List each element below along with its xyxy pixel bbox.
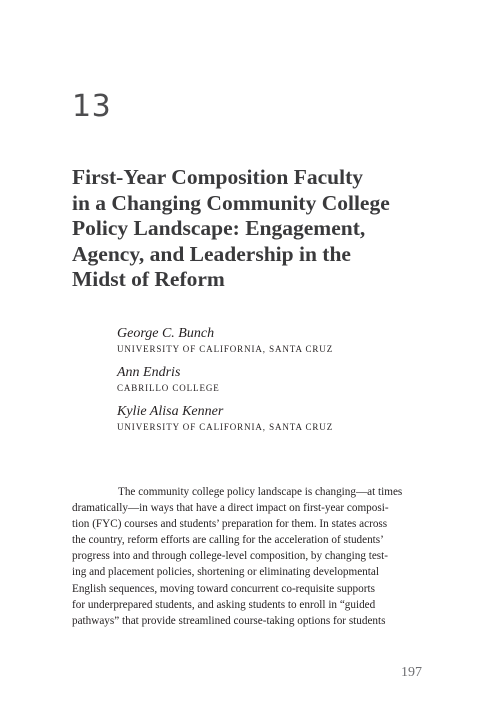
author-entry (117, 325, 417, 355)
chapter-title-line: First-Year Composition Faculty (72, 165, 364, 189)
body-line: The community college policy landscape is changing—at times (118, 486, 403, 498)
chapter-title-line: Midst of Reform (72, 267, 225, 292)
page-number: 197 (401, 665, 422, 680)
body-line: progress into and through college-level composition, by changing test- (72, 550, 388, 563)
body-line: dramatically—in ways that have a direct impact on first-year composi- (72, 502, 389, 515)
body-line: pathways” that provide streamlined course-taking options for students (72, 614, 386, 627)
author-entry (117, 364, 417, 394)
author-name: Kylie Alisa Kenner (117, 404, 224, 419)
chapter-title-line: in a Changing Community College (72, 190, 390, 215)
author-entry (117, 403, 417, 433)
body-line: ing and placement policies, shortening or eliminating developmental (72, 566, 379, 579)
body-line: for underprepared students, and asking students to enroll in “guided (72, 598, 376, 611)
body-line: the country, reform efforts are calling for the acceleration of students’ (72, 534, 384, 547)
chapter-title (72, 165, 432, 293)
author-name: Ann Endris (117, 365, 181, 380)
chapter-title-line: Policy Landscape: Engagement, (72, 216, 366, 241)
author-list (117, 325, 417, 442)
chapter-number: 13 (72, 89, 112, 124)
author-affiliation: CABRILLO COLLEGE (117, 383, 220, 393)
body-paragraph (72, 484, 430, 629)
body-line: tion (FYC) courses and students’ preparation for them. In states across (72, 518, 388, 531)
chapter-title-line: Agency, and Leadership in the (72, 241, 351, 266)
body-line: English sequences, moving toward concurrent co-requisite supports (72, 582, 375, 595)
author-affiliation: UNIVERSITY OF CALIFORNIA, SANTA CRUZ (117, 422, 334, 432)
author-affiliation: UNIVERSITY OF CALIFORNIA, SANTA CRUZ (117, 344, 334, 354)
author-name: George C. Bunch (117, 326, 215, 341)
